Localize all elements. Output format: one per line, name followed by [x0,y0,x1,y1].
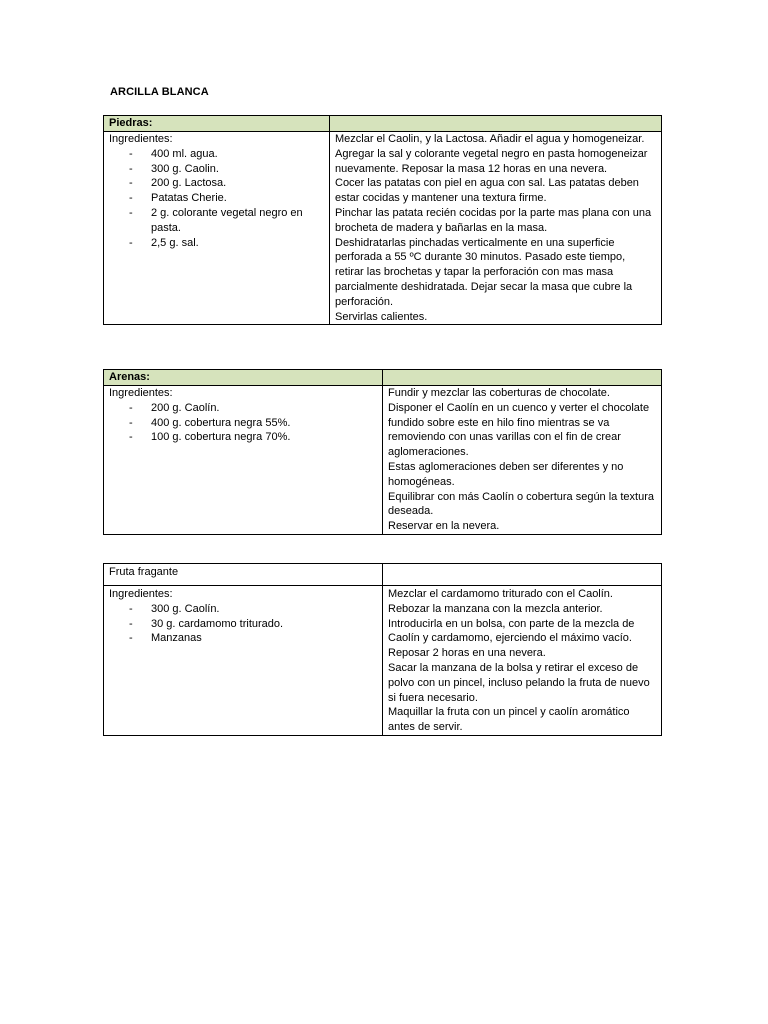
instruction-step: Cocer las patatas con piel en agua con sal. Las patatas deben estar cocidas y mantener una textura firme. [335,177,639,205]
section-body-row [104,132,662,325]
ingredient-item: - 400 ml. agua. [109,147,324,162]
instruction-step: Maquillar la fruta con un pincel y caolín aromático antes de servir. [388,706,630,734]
instruction-step: Disponer el Caolín en un cuenco y verter el chocolate fundido sobre este en hilo fino mientras se va removiendo con unas varillas con el fin de crear aglomeraciones. [388,401,650,459]
instruction-step: Estas aglomeraciones deben ser diferentes y no homogéneas. [388,460,624,488]
section-name: Fruta fragante [104,564,383,586]
instruction-step: Deshidratarlas pinchadas verticalmente en una superficie perforada a 55 ºC durante 30 minutos. Pasado este tiempo, retirar las brochetas y tapar la perforación con mas masa parcialmente deshidratada. Dejar secar la masa que cubre la perforación. [335,236,633,308]
ingredients-label: Ingredientes: [109,387,173,399]
instruction-step: Reservar en la nevera. [388,520,500,533]
instructions-cell [383,386,662,535]
instruction-step: Equilibrar con más Caolín o cobertura según la textura deseada. [388,490,654,518]
ingredients-list [109,401,377,445]
instructions-cell [383,586,662,736]
instruction-step: Mezclar el cardamomo triturado con el Caolín. [388,588,613,600]
ingredient-item: - 400 g. cobertura negra 55%. [109,416,377,431]
instruction-step: Sacar la manzana de la bolsa y retirar el exceso de polvo con un pincel, incluso pelando la fruta de nuevo si fuera necesario. [388,661,650,704]
section-body-row [104,386,662,535]
instruction-step: Pinchar las patata recién cocidas por la parte mas plana con una brocheta de madera y bañarlas en la masa. [335,206,652,234]
ingredients-label: Ingredientes: [109,133,173,145]
instruction-step: Introducirla en un bolsa, con parte de la mezcla de Caolín y cardamomo, ejerciendo el máximo vacío. [388,617,635,645]
ingredient-item: - 2,5 g. sal. [109,236,324,251]
ingredient-item: - 200 g. Caolín. [109,401,377,416]
section-header-empty-cell [383,564,662,586]
ingredient-item: - Patatas Cherie. [109,191,324,206]
instruction-step: Reposar 2 horas en una nevera. [388,647,546,660]
ingredients-cell [104,386,383,535]
ingredients-label: Ingredientes: [109,588,173,600]
ingredient-item: - 300 g. Caolin. [109,162,324,177]
section-header-empty-cell [383,370,662,386]
instructions-cell [330,132,662,325]
ingredient-item: - 100 g. cobertura negra 70%. [109,430,377,445]
ingredients-list [109,602,377,646]
section-body-row [104,586,662,736]
section-name: Arenas: [104,370,383,386]
recipe-table-piedras [103,115,662,325]
section-header-row [104,564,662,586]
document-title: ARCILLA BLANCA [110,86,209,98]
section-name: Piedras: [104,116,330,132]
recipe-table-arenas [103,369,662,535]
instruction-step: Servirlas calientes. [335,310,428,323]
ingredients-list [109,147,324,251]
section-header-row [104,116,662,132]
ingredient-item: - 300 g. Caolín. [109,602,377,617]
ingredients-cell [104,132,330,325]
ingredient-item: - 30 g. cardamomo triturado. [109,617,377,632]
recipe-table-fruta-fragante [103,563,662,736]
section-header-row [104,370,662,386]
instruction-step: Fundir y mezclar las coberturas de chocolate. [388,387,610,399]
instruction-step: Mezclar el Caolin, y la Lactosa. Añadir el agua y homogeneizar. Agregar la sal y colorante vegetal negro en pasta homogeneizar nuevamente. Reposar la masa 12 horas en una nevera. [335,133,648,175]
ingredients-cell [104,586,383,736]
instruction-step: Rebozar la manzana con la mezcla anterior. [388,602,603,615]
ingredient-item: - 2 g. colorante vegetal negro en pasta. [109,206,324,236]
section-header-empty-cell [330,116,662,132]
ingredient-item: - Manzanas [109,631,377,646]
ingredient-item: - 200 g. Lactosa. [109,176,324,191]
